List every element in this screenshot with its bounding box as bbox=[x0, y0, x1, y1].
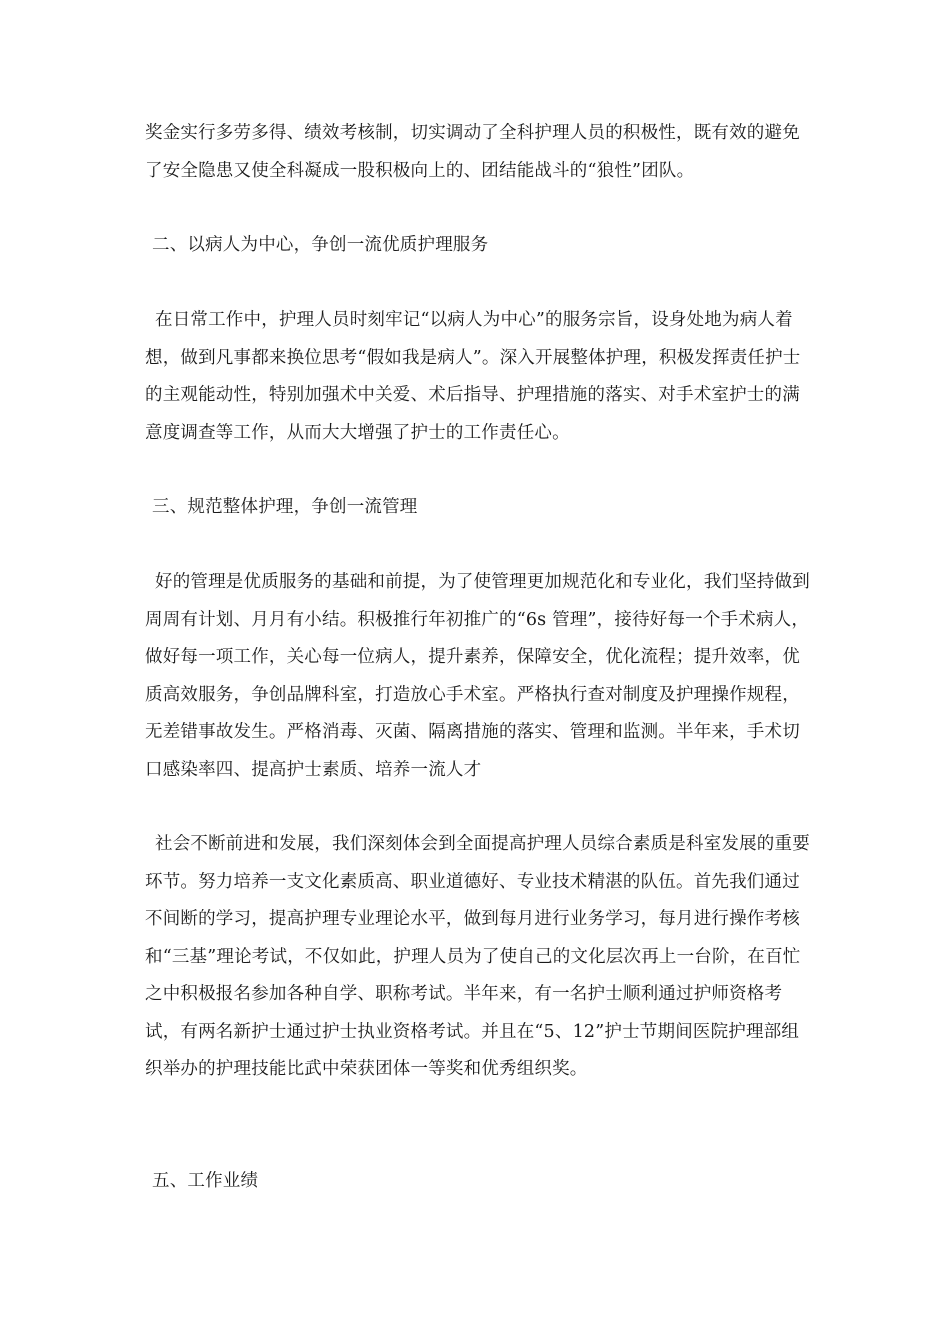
section-heading-achievements: 五、工作业绩 bbox=[152, 1171, 259, 1191]
paragraph-training: 社会不断前进和发展，我们深刻体会到全面提高护理人员综合素质是科室发展的重要环节。努力培养一支文化素质高、职业道德好、专业技术精湛的队伍。首先我们通过不间断的学习，提高护理专业理论水平，做到每月进行业务学习，每月进行操作考核和“三基”理论考试，不仅如此，护理人员为了使自己的文化层次再上一台阶，在百忙之中积极报名参加各种自学、职称考试。半年来，有一名护士顺利通过护师资格考试，有两名新护士通过护士执业资格考试。并且在“5、12”护士节期间医院护理部组织举办的护理技能比武中荣获团体一等奖和优秀组织奖。 bbox=[145, 834, 810, 1079]
paragraph-daily-work: 在日常工作中，护理人员时刻牢记“以病人为中心”的服务宗旨，设身处地为病人着想，做到凡事都来换位思考“假如我是病人”。深入开展整体护理，积极发挥责任护士的主观能动性，特别加强术中关爱、术后指导、护理措施的落实、对手术室护士的满意度调查等工作，从而大大增强了护士的工作责任心。 bbox=[145, 310, 801, 443]
section-heading-standardize-care: 三、规范整体护理，争创一流管理 bbox=[152, 497, 418, 517]
section-heading-patient-centered: 二、以病人为中心，争创一流优质护理服务 bbox=[152, 235, 489, 255]
paragraph-bonus-system: 奖金实行多劳多得、绩效考核制，切实调动了全科护理人员的积极性，既有效的避免了安全隐患又使全科凝成一股积极向上的、团结能战斗的“狼性”团队。 bbox=[145, 123, 800, 181]
paragraph-management: 好的管理是优质服务的基础和前提，为了使管理更加规范化和专业化，我们坚持做到周周有计划、月月有小结。积极推行年初推广的“6s 管理”，接待好每一个手术病人，做好每一项工作，关心每一位病人，提升素养，保障安全，优化流程；提升效率，优质高效服务，争创品牌科室，打造放心手术室。严格执行查对制度及护理操作规程，无差错事故发生。严格消毒、灭菌、隔离措施的落实、管理和监测。半年来，手术切口感染率四、提高护士素质、培养一流人才 bbox=[145, 572, 810, 780]
